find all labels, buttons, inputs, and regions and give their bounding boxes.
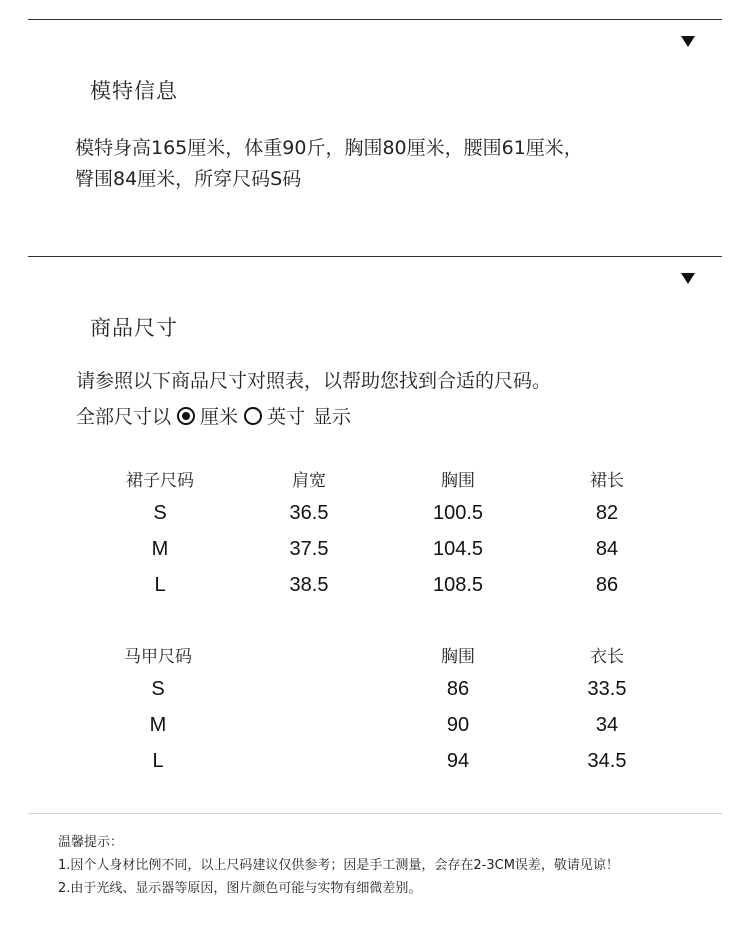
table-cell: 108.5 bbox=[432, 574, 484, 596]
table-cell: 94 bbox=[446, 750, 470, 772]
table-cell: 36.5 bbox=[289, 502, 329, 524]
size-intro-text: 请参照以下商品尺寸对照表，以帮助您找到合适的尺码。 bbox=[76, 370, 552, 392]
table-cell: 90 bbox=[446, 714, 470, 736]
table-cell: L bbox=[154, 574, 166, 596]
notes-title: 温馨提示： bbox=[58, 835, 124, 850]
size-section-title: 商品尺寸 bbox=[90, 316, 178, 340]
skirt-header-shoulder: 肩宽 bbox=[292, 471, 326, 491]
table-cell: 100.5 bbox=[432, 502, 484, 524]
table-cell: M bbox=[151, 538, 169, 560]
table-cell: 104.5 bbox=[432, 538, 484, 560]
vest-header-bust: 胸围 bbox=[441, 647, 475, 667]
table-cell: L bbox=[152, 750, 164, 772]
table-cell: 86 bbox=[446, 678, 470, 700]
vest-header-length: 衣长 bbox=[590, 647, 624, 667]
model-info-title: 模特信息 bbox=[90, 79, 178, 103]
unit-prefix-label: 全部尺寸以 bbox=[76, 406, 172, 428]
table-cell: 33.5 bbox=[587, 678, 627, 700]
collapse-arrow-icon[interactable] bbox=[681, 273, 695, 284]
notes-item-2: 2.由于光线、显示器等原因，图片颜色可能与实物有细微差别。 bbox=[58, 881, 422, 896]
notes-item-1: 1.因个人身材比例不同，以上尺码建议仅供参考；因是手工测量，会存在2-3CM误差，敬请见谅！ bbox=[58, 858, 619, 873]
vest-header-size: 马甲尺码 bbox=[124, 647, 192, 667]
radio-inch[interactable] bbox=[244, 407, 262, 425]
notes-divider bbox=[28, 813, 722, 814]
unit-suffix-label: 显示 bbox=[313, 406, 352, 428]
table-cell: 84 bbox=[595, 538, 619, 560]
top-divider bbox=[28, 19, 722, 20]
collapse-arrow-icon[interactable] bbox=[681, 36, 695, 47]
table-cell: 38.5 bbox=[289, 574, 329, 596]
table-cell: S bbox=[153, 502, 167, 524]
model-info-line-2: 臀围84厘米，所穿尺码S码 bbox=[75, 168, 302, 190]
table-cell: 37.5 bbox=[289, 538, 329, 560]
unit-inch-label[interactable]: 英寸 bbox=[267, 406, 306, 428]
skirt-header-length: 裙长 bbox=[590, 471, 624, 491]
table-cell: 82 bbox=[595, 502, 619, 524]
unit-selector bbox=[76, 402, 351, 429]
unit-cm-label[interactable]: 厘米 bbox=[200, 406, 239, 428]
table-cell: S bbox=[151, 678, 165, 700]
skirt-header-bust: 胸围 bbox=[441, 471, 475, 491]
skirt-header-size: 裙子尺码 bbox=[126, 471, 194, 491]
table-cell: M bbox=[149, 714, 167, 736]
radio-cm[interactable] bbox=[177, 407, 195, 425]
section-divider bbox=[28, 256, 722, 257]
table-cell: 86 bbox=[595, 574, 619, 596]
model-info-line-1: 模特身高165厘米，体重90斤，胸围80厘米，腰围61厘米， bbox=[75, 137, 583, 159]
table-cell: 34 bbox=[595, 714, 619, 736]
table-cell: 34.5 bbox=[587, 750, 627, 772]
